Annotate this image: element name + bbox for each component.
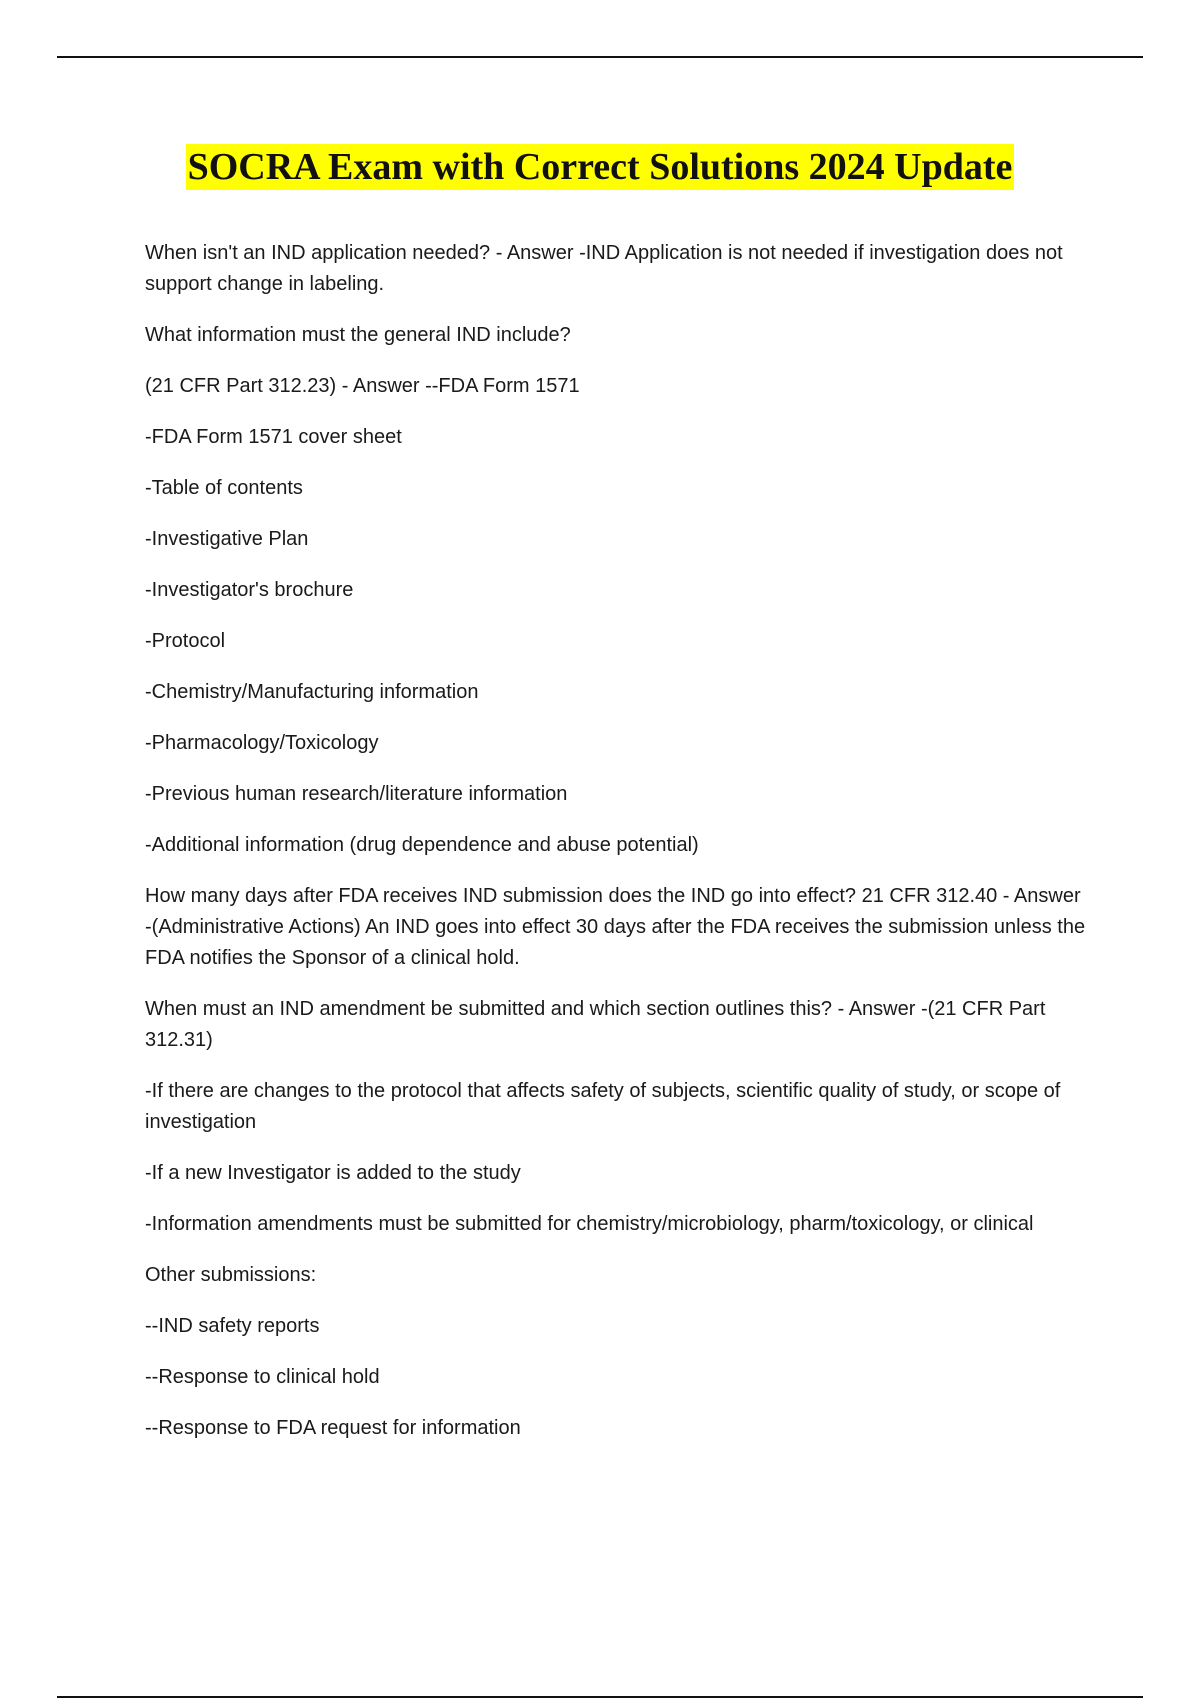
paragraph-cfr-312-23-answer: (21 CFR Part 312.23) - Answer --FDA Form 1571 xyxy=(145,375,580,397)
list-item-investigative-plan: -Investigative Plan xyxy=(145,528,309,550)
list-item-information-amendments: -Information amendments must be submitted for chemistry/microbiology, pharm/toxicology, or clinical xyxy=(145,1213,1034,1235)
list-item-protocol-changes: -If there are changes to the protocol that affects safety of subjects, scientific quality of study, or scope of investigation xyxy=(145,1080,1061,1133)
list-item-new-investigator: -If a new Investigator is added to the study xyxy=(145,1162,521,1184)
footer-rule xyxy=(57,1696,1143,1698)
list-item-pharmacology-toxicology: -Pharmacology/Toxicology xyxy=(145,732,379,754)
list-item-table-of-contents: -Table of contents xyxy=(145,477,303,499)
paragraph-ind-amendment-question: When must an IND amendment be submitted and which section outlines this? - Answer -(21 CFR Part 312.31) xyxy=(145,998,1046,1051)
list-item-previous-human-research: -Previous human research/literature information xyxy=(145,783,568,805)
title-container xyxy=(0,144,1200,190)
list-item-response-clinical-hold: --Response to clinical hold xyxy=(145,1366,380,1388)
list-item-ind-safety-reports: --IND safety reports xyxy=(145,1315,320,1337)
document-body xyxy=(145,238,1090,1464)
document-title: SOCRA Exam with Correct Solutions 2024 Update xyxy=(187,146,1013,188)
list-item-response-fda-request: --Response to FDA request for information xyxy=(145,1417,521,1439)
list-item-investigators-brochure: -Investigator's brochure xyxy=(145,579,354,601)
header-rule xyxy=(57,56,1143,58)
paragraph-ind-not-needed: When isn't an IND application needed? - Answer -IND Application is not needed if investigation does not support change in labeling. xyxy=(145,242,1063,295)
paragraph-other-submissions: Other submissions: xyxy=(145,1264,317,1286)
paragraph-general-ind-question: What information must the general IND include? xyxy=(145,324,571,346)
paragraph-ind-effective-days: How many days after FDA receives IND submission does the IND go into effect? 21 CFR 312.40 - Answer -(Administrative Actions) An IND goes into effect 30 days after the FDA receives the submission unless the FDA notifies the Sponsor of a clinical hold. xyxy=(145,885,1086,969)
list-item-protocol: -Protocol xyxy=(145,630,226,652)
list-item-additional-information: -Additional information (drug dependence and abuse potential) xyxy=(145,834,699,856)
list-item-chemistry-manufacturing: -Chemistry/Manufacturing information xyxy=(145,681,479,703)
list-item-cover-sheet: -FDA Form 1571 cover sheet xyxy=(145,426,402,448)
